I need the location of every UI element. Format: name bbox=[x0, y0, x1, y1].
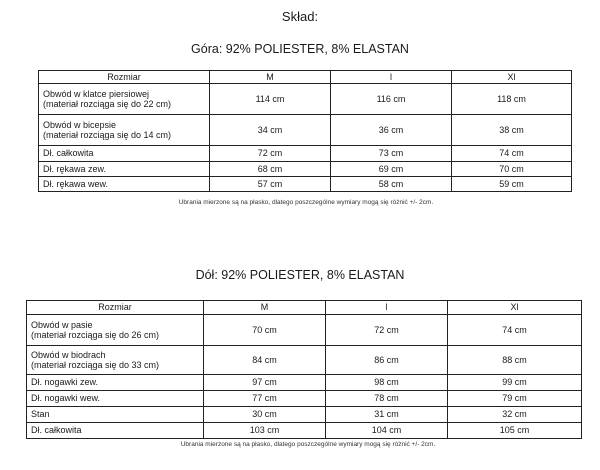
cell-value: 31 cm bbox=[326, 407, 448, 423]
cell-value: 58 cm bbox=[331, 177, 452, 192]
row-label: Obwód w pasie (materiał rozciąga się do 26 cm) bbox=[27, 315, 204, 346]
cell-value: 69 cm bbox=[331, 162, 452, 177]
row-label: Obwód w bicepsie (materiał rozciąga się do 14 cm) bbox=[39, 115, 210, 146]
cell-value: 103 cm bbox=[204, 423, 326, 439]
column-header: l bbox=[331, 71, 452, 84]
page-title: Skład: bbox=[281, 9, 319, 24]
cell-value: 116 cm bbox=[331, 84, 452, 115]
row-label: Dł. rękawa zew. bbox=[39, 162, 210, 177]
cell-value: 36 cm bbox=[331, 115, 452, 146]
measurement-note: Ubrania mierzone są na płasko, dlatego poszczególne wymiary mogą się różnić +/- 2cm. bbox=[178, 199, 434, 206]
row-label: Dł. rękawa wew. bbox=[39, 177, 210, 192]
cell-value: 84 cm bbox=[204, 346, 326, 375]
table-row bbox=[39, 146, 572, 162]
column-header: Xl bbox=[452, 71, 572, 84]
column-header: Rozmiar bbox=[27, 301, 204, 315]
measurement-note: Ubrania mierzone są na płasko, dlatego poszczególne wymiary mogą się różnić +/- 2cm. bbox=[180, 441, 436, 448]
row-label: Dł. nogawki zew. bbox=[27, 375, 204, 391]
row-label: Dł. nogawki wew. bbox=[27, 391, 204, 407]
cell-value: 88 cm bbox=[448, 346, 582, 375]
table-row bbox=[39, 162, 572, 177]
column-header: M bbox=[210, 71, 331, 84]
cell-value: 104 cm bbox=[326, 423, 448, 439]
cell-value: 57 cm bbox=[210, 177, 331, 192]
cell-value: 32 cm bbox=[448, 407, 582, 423]
column-header: l bbox=[326, 301, 448, 315]
table-row bbox=[39, 115, 572, 146]
cell-value: 70 cm bbox=[452, 162, 572, 177]
cell-value: 72 cm bbox=[210, 146, 331, 162]
table-row bbox=[27, 315, 582, 346]
cell-value: 97 cm bbox=[204, 375, 326, 391]
row-label: Dł. całkowita bbox=[27, 423, 204, 439]
cell-value: 99 cm bbox=[448, 375, 582, 391]
cell-value: 118 cm bbox=[452, 84, 572, 115]
cell-value: 38 cm bbox=[452, 115, 572, 146]
cell-value: 59 cm bbox=[452, 177, 572, 192]
cell-value: 30 cm bbox=[204, 407, 326, 423]
row-label: Stan bbox=[27, 407, 204, 423]
top-composition-heading: Góra: 92% POLIESTER, 8% ELASTAN bbox=[191, 42, 409, 56]
row-label: Obwód w klatce piersiowej (materiał rozciąga się do 22 cm) bbox=[39, 84, 210, 115]
table-row bbox=[27, 423, 582, 439]
table-row bbox=[27, 391, 582, 407]
bottom-composition-heading: Dół: 92% POLIESTER, 8% ELASTAN bbox=[195, 268, 405, 282]
cell-value: 105 cm bbox=[448, 423, 582, 439]
cell-value: 78 cm bbox=[326, 391, 448, 407]
top-size-table bbox=[38, 70, 572, 192]
cell-value: 79 cm bbox=[448, 391, 582, 407]
table-row bbox=[27, 375, 582, 391]
cell-value: 74 cm bbox=[448, 315, 582, 346]
table-header-row bbox=[27, 301, 582, 315]
table-header-row bbox=[39, 71, 572, 84]
cell-value: 114 cm bbox=[210, 84, 331, 115]
row-label: Dł. całkowita bbox=[39, 146, 210, 162]
table-row bbox=[39, 84, 572, 115]
table-row bbox=[27, 346, 582, 375]
cell-value: 72 cm bbox=[326, 315, 448, 346]
column-header: Rozmiar bbox=[39, 71, 210, 84]
row-label: Obwód w biodrach (materiał rozciąga się do 33 cm) bbox=[27, 346, 204, 375]
column-header: Xl bbox=[448, 301, 582, 315]
cell-value: 68 cm bbox=[210, 162, 331, 177]
cell-value: 34 cm bbox=[210, 115, 331, 146]
cell-value: 77 cm bbox=[204, 391, 326, 407]
cell-value: 74 cm bbox=[452, 146, 572, 162]
column-header: M bbox=[204, 301, 326, 315]
bottom-size-table bbox=[26, 300, 582, 439]
cell-value: 70 cm bbox=[204, 315, 326, 346]
cell-value: 86 cm bbox=[326, 346, 448, 375]
cell-value: 98 cm bbox=[326, 375, 448, 391]
table-row bbox=[27, 407, 582, 423]
cell-value: 73 cm bbox=[331, 146, 452, 162]
table-row bbox=[39, 177, 572, 192]
